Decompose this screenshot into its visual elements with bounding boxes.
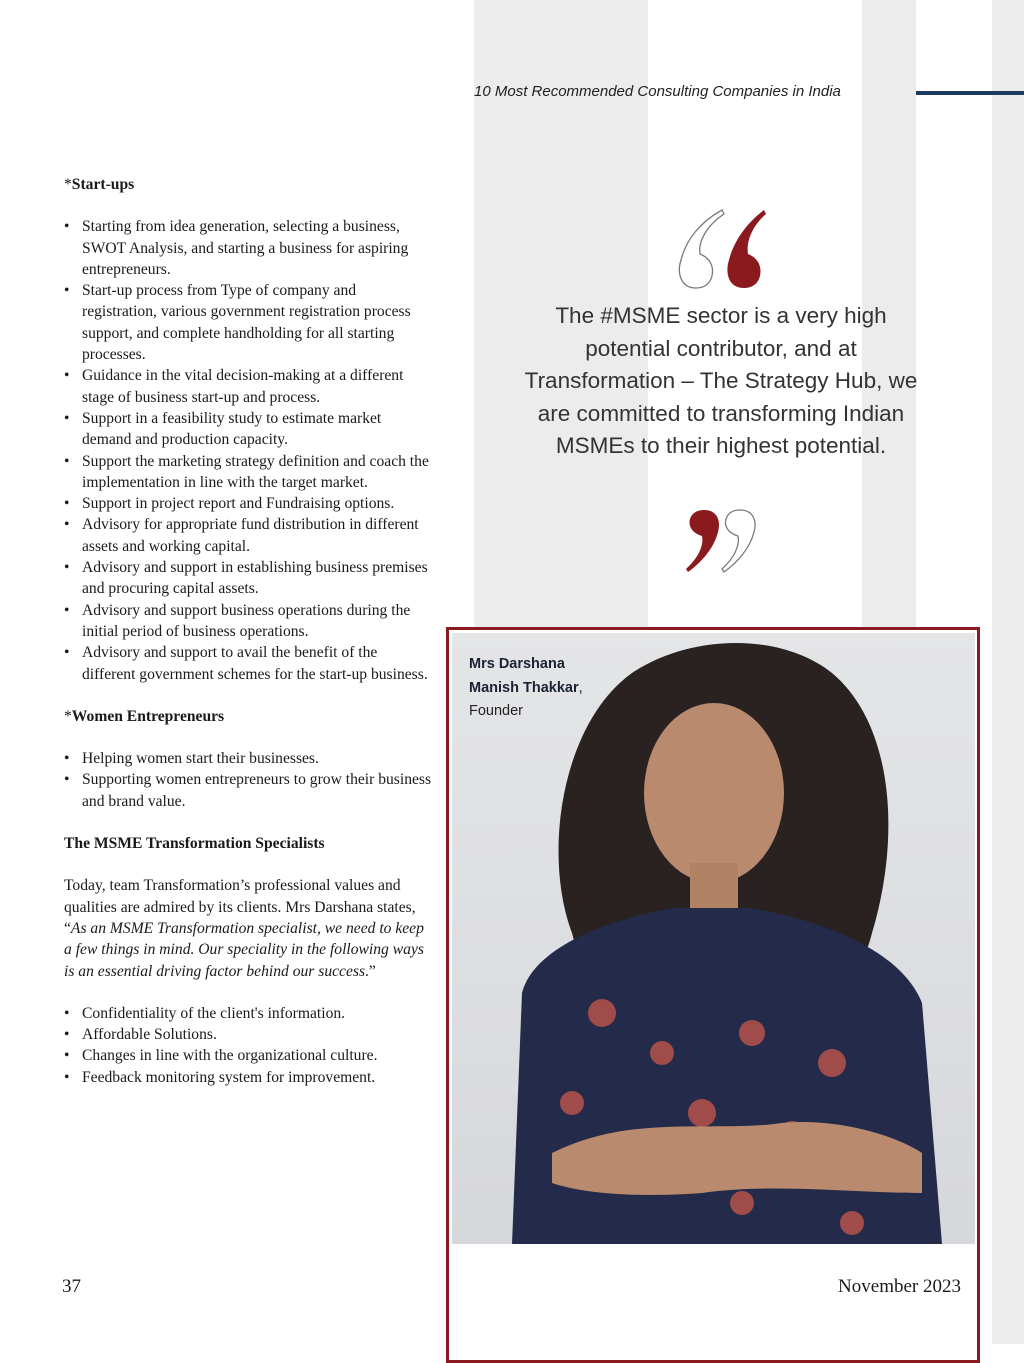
founder-name-line-2: Manish Thakkar	[469, 679, 579, 696]
list-item: • Advisory and support to avail the benefit of the different government schemes for the start-up business.	[64, 642, 434, 685]
list-item: • Confidentiality of the client's information.	[64, 1003, 434, 1024]
close-quote-icon	[684, 508, 760, 576]
running-header: 10 Most Recommended Consulting Companies in India	[474, 83, 841, 100]
list-item: • Support in project report and Fundraising options.	[64, 493, 434, 514]
pull-quote: The #MSME sector is a very high potential contributor, and at Transformation – The Strategy Hub, we are committed to transforming Indian MSMEs to their highest potential.	[524, 303, 918, 459]
list-item: • Guidance in the vital decision-making at a different stage of business start-up and process.	[64, 365, 434, 408]
list-item: • Feedback monitoring system for improvement.	[64, 1067, 434, 1088]
founder-portrait-illustration	[452, 633, 975, 1244]
list-item: • Support the marketing strategy definition and coach the implementation in line with the target market.	[64, 451, 434, 494]
article-body	[64, 174, 434, 1088]
startups-list	[64, 216, 434, 685]
page-number: 37	[62, 1276, 81, 1297]
list-item: • Affordable Solutions.	[64, 1024, 434, 1045]
list-item: • Helping women start their businesses.	[64, 748, 434, 769]
header-rule	[916, 91, 1024, 95]
msme-heading: The MSME Transformation Specialists	[64, 835, 325, 853]
founder-name-line-1: Mrs Darshana	[469, 656, 565, 672]
list-item: • Support in a feasibility study to estimate market demand and production capacity.	[64, 408, 434, 451]
list-item: • Advisory and support business operations during the initial period of business operations.	[64, 600, 434, 643]
issue-date: November 2023	[838, 1276, 961, 1297]
list-item: • Changes in line with the organizational culture.	[64, 1045, 434, 1066]
background-stripe-3	[992, 0, 1024, 1344]
founder-quote-inline: As an MSME Transformation specialist, we need to keep a few things in mind. Our speciality in the following ways is an essential driving factor behind our success	[64, 919, 424, 980]
founder-photo-frame	[446, 627, 980, 1363]
women-heading: *Women Entrepreneurs	[64, 707, 225, 725]
msme-list	[64, 1003, 434, 1088]
list-item: • Advisory and support in establishing business premises and procuring capital assets.	[64, 557, 434, 600]
msme-paragraph: Today, team Transformation’s professional values and qualities are admired by its clients. Mrs Darshana states, “As an MSME Transformation specialist, we need to keep a few things in mind. Our speciality in the following ways is an essential driving factor behind our success.”	[64, 877, 424, 980]
list-item: • Starting from idea generation, selecting a business, SWOT Analysis, and starting a business for aspiring entrepreneurs.	[64, 216, 434, 280]
founder-role: Founder	[469, 703, 524, 719]
startups-heading: *Start-ups	[64, 176, 135, 193]
founder-photo	[452, 633, 975, 1244]
open-quote-icon	[676, 206, 768, 290]
list-item: • Start-up process from Type of company and registration, various government registration process support, and complete handholding for all starting processes.	[64, 280, 434, 365]
women-list	[64, 748, 434, 812]
list-item: • Advisory for appropriate fund distribution in different assets and working capital.	[64, 514, 434, 557]
list-item: • Supporting women entrepreneurs to grow their business and brand value.	[64, 769, 434, 812]
photo-caption: Mrs Darshana Manish Thakkar, Founder	[469, 656, 583, 719]
